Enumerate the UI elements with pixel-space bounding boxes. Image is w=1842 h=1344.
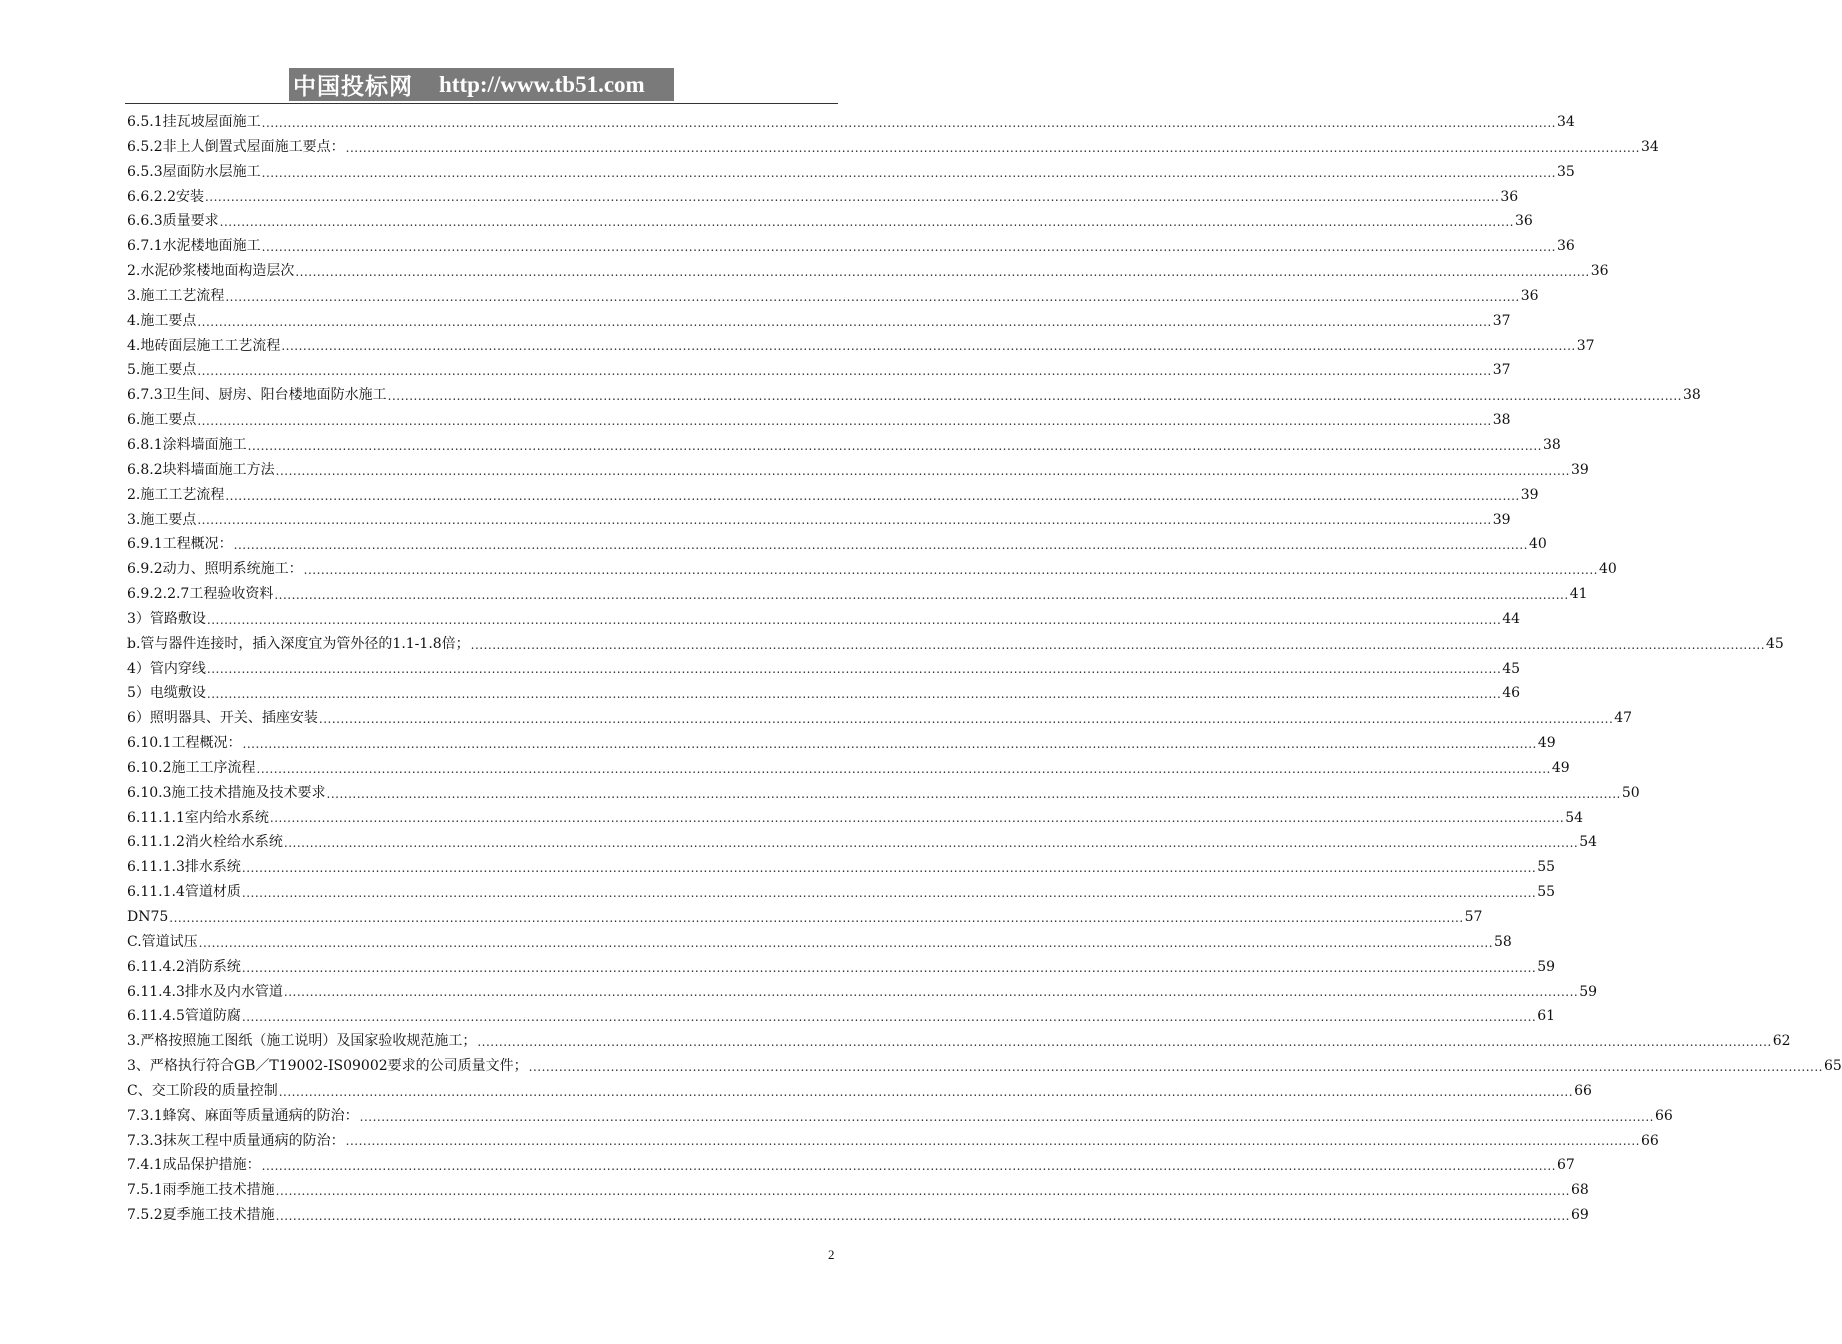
toc-leader-dots: ............................................................................................................................................................................................................................................................................................................ bbox=[169, 910, 1464, 925]
toc-entry[interactable] bbox=[127, 582, 1588, 607]
toc-entry-page: 44 bbox=[1502, 610, 1521, 627]
toc-entry-page: 55 bbox=[1537, 884, 1556, 901]
toc-entry[interactable] bbox=[127, 855, 1556, 880]
toc-entry-page: 45 bbox=[1502, 660, 1521, 677]
toc-entry-page: 46 bbox=[1502, 685, 1521, 702]
toc-entry-label: 6.11.4.2消防系统 bbox=[127, 958, 241, 975]
toc-entry[interactable] bbox=[127, 358, 1511, 383]
toc-leader-dots: ............................................................................................................................................................................................................................................................................................................ bbox=[318, 712, 1614, 727]
toc-entry-page: 36 bbox=[1514, 213, 1533, 230]
toc-leader-dots: ............................................................................................................................................................................................................................................................................................................ bbox=[198, 935, 1494, 950]
toc-leader-dots: ............................................................................................................................................................................................................................................................................................................ bbox=[470, 637, 1766, 652]
toc-entry[interactable] bbox=[127, 806, 1584, 831]
toc-entry[interactable] bbox=[127, 607, 1521, 632]
toc-entry[interactable] bbox=[127, 905, 1483, 930]
toc-entry[interactable] bbox=[127, 508, 1511, 533]
toc-entry-page: 62 bbox=[1772, 1033, 1791, 1050]
toc-entry[interactable] bbox=[127, 1029, 1791, 1054]
toc-leader-dots: ............................................................................................................................................................................................................................................................................................................ bbox=[345, 1134, 1640, 1149]
toc-entry[interactable] bbox=[127, 234, 1575, 259]
toc-entry-label: 6.9.2.2.7工程验收资料 bbox=[127, 586, 274, 603]
toc-leader-dots: ............................................................................................................................................................................................................................................................................................................ bbox=[241, 886, 1537, 900]
toc-leader-dots: ............................................................................................................................................................................................................................................................................................................ bbox=[281, 339, 1576, 354]
toc-entry[interactable] bbox=[127, 731, 1556, 756]
toc-leader-dots: ............................................................................................................................................................................................................................................................................................................ bbox=[477, 1035, 1772, 1050]
toc-entry-label: 6.10.1工程概况： bbox=[127, 735, 242, 752]
toc-entry-page: 35 bbox=[1556, 163, 1575, 180]
toc-entry-label: C.管道试压 bbox=[127, 933, 198, 950]
toc-leader-dots: ............................................................................................................................................................................................................................................................................................................ bbox=[283, 985, 1579, 1000]
toc-entry-label: 7.3.1蜂窝、麻面等质量通病的防治： bbox=[127, 1107, 359, 1124]
toc-entry[interactable] bbox=[127, 1054, 1842, 1079]
toc-entry-page: 59 bbox=[1537, 958, 1556, 975]
toc-entry[interactable] bbox=[127, 532, 1547, 557]
toc-entry-label: 2.施工工艺流程 bbox=[127, 486, 225, 503]
toc-entry-label: 5.施工要点 bbox=[127, 362, 197, 379]
toc-entry-label: 2.水泥砂浆楼地面构造层次 bbox=[127, 263, 295, 280]
toc-entry-page: 61 bbox=[1537, 1008, 1556, 1025]
toc-entry-label: 6.11.4.5管道防腐 bbox=[127, 1008, 241, 1025]
toc-entry[interactable] bbox=[127, 830, 1598, 855]
toc-entry-page: 34 bbox=[1640, 138, 1659, 155]
toc-leader-dots: ............................................................................................................................................................................................................................................................................................................ bbox=[206, 662, 1502, 677]
toc-leader-dots: ............................................................................................................................................................................................................................................................................................................ bbox=[225, 488, 1520, 503]
toc-entry-page: 45 bbox=[1766, 635, 1784, 652]
toc-entry-label: 6.9.1工程概况： bbox=[127, 536, 233, 553]
toc-entry-label: 6.11.1.2消火栓给水系统 bbox=[127, 834, 283, 851]
toc-leader-dots: ............................................................................................................................................................................................................................................................................................................ bbox=[528, 1059, 1823, 1074]
toc-leader-dots: ............................................................................................................................................................................................................................................................................................................ bbox=[225, 289, 1520, 304]
toc-entry-label: 3.施工要点 bbox=[127, 511, 197, 528]
toc-entry-label: 3.严格按照施工图纸（施工说明）及国家验收规范施工； bbox=[127, 1033, 477, 1050]
toc-entry[interactable] bbox=[127, 1129, 1659, 1154]
toc-entry-page: 65 bbox=[1823, 1058, 1842, 1075]
toc-entry-page: 55 bbox=[1537, 859, 1556, 876]
toc-leader-dots: ............................................................................................................................................................................................................................................................................................................ bbox=[204, 190, 1500, 205]
toc-entry[interactable] bbox=[127, 681, 1521, 706]
toc-leader-dots: ............................................................................................................................................................................................................................................................................................................ bbox=[387, 389, 1682, 404]
toc-entry-page: 66 bbox=[1640, 1132, 1659, 1149]
toc-entry-label: 6.6.3质量要求 bbox=[127, 213, 219, 230]
toc-leader-dots: ............................................................................................................................................................................................................................................................................................................ bbox=[219, 215, 1514, 230]
toc-leader-dots: ............................................................................................................................................................................................................................................................................................................ bbox=[206, 687, 1502, 702]
toc-entry-page: 38 bbox=[1682, 387, 1701, 404]
toc-leader-dots: ............................................................................................................................................................................................................................................................................................................ bbox=[256, 761, 1551, 776]
toc-entry[interactable] bbox=[127, 1153, 1575, 1178]
site-banner bbox=[289, 68, 674, 101]
toc-entry[interactable] bbox=[127, 433, 1561, 458]
toc-leader-dots: ............................................................................................................................................................................................................................................................................................................ bbox=[295, 264, 1590, 279]
toc-leader-dots: ............................................................................................................................................................................................................................................................................................................ bbox=[275, 1184, 1570, 1199]
toc-entry[interactable] bbox=[127, 160, 1575, 185]
toc-entry-page: 40 bbox=[1598, 561, 1617, 578]
toc-entry-page: 37 bbox=[1492, 312, 1511, 329]
toc-entry[interactable] bbox=[127, 334, 1595, 359]
toc-leader-dots: ............................................................................................................................................................................................................................................................................................................ bbox=[274, 587, 1569, 602]
toc-entry-page: 38 bbox=[1492, 412, 1511, 429]
toc-entry-page: 67 bbox=[1556, 1157, 1575, 1174]
toc-leader-dots: ............................................................................................................................................................................................................................................................................................................ bbox=[233, 538, 1528, 553]
toc-entry-label: 3）管路敷设 bbox=[127, 610, 206, 627]
toc-entry[interactable] bbox=[127, 1079, 1592, 1104]
toc-entry[interactable] bbox=[127, 781, 1640, 806]
toc-entry[interactable] bbox=[127, 632, 1784, 657]
toc-entry-page: 41 bbox=[1569, 586, 1588, 603]
toc-entry-label: 5）电缆敷设 bbox=[127, 685, 206, 702]
toc-leader-dots: ............................................................................................................................................................................................................................................................................................................ bbox=[278, 1084, 1574, 1099]
toc-leader-dots: ............................................................................................................................................................................................................................................................................................................ bbox=[326, 786, 1621, 801]
toc-entry-page: 49 bbox=[1551, 759, 1570, 776]
page-number: 2 bbox=[828, 1247, 835, 1262]
toc-entry-page: 37 bbox=[1576, 337, 1595, 354]
toc-entry[interactable] bbox=[127, 1104, 1673, 1129]
toc-leader-dots: ............................................................................................................................................................................................................................................................................................................ bbox=[261, 115, 1556, 130]
toc-entry-label: b.管与器件连接时，插入深度宜为管外径的1.1-1.8倍； bbox=[127, 635, 470, 652]
toc-entry-label: 6.施工要点 bbox=[127, 412, 197, 429]
toc-leader-dots: ............................................................................................................................................................................................................................................................................................................ bbox=[283, 836, 1579, 851]
toc-entry-page: 38 bbox=[1542, 436, 1561, 453]
toc-entry[interactable] bbox=[127, 880, 1556, 905]
toc-entry-label: 4）管内穿线 bbox=[127, 660, 206, 677]
toc-entry[interactable] bbox=[127, 557, 1617, 582]
toc-entry[interactable] bbox=[127, 185, 1519, 210]
toc-entry-page: 47 bbox=[1614, 710, 1633, 727]
toc-entry-page: 59 bbox=[1579, 983, 1598, 1000]
toc-leader-dots: ............................................................................................................................................................................................................................................................................................................ bbox=[197, 513, 1492, 528]
toc-entry-page: 36 bbox=[1500, 188, 1519, 205]
toc-leader-dots: ............................................................................................................................................................................................................................................................................................................ bbox=[261, 1159, 1556, 1174]
toc-entry-label: 6.11.1.3排水系统 bbox=[127, 859, 241, 876]
toc-entry-label: 6.11.4.3排水及内水管道 bbox=[127, 983, 283, 1000]
toc-entry-page: 49 bbox=[1537, 735, 1556, 752]
toc-entry-label: 6.11.1.4管道材质 bbox=[127, 884, 241, 901]
toc-entry[interactable] bbox=[127, 458, 1589, 483]
toc-entry[interactable] bbox=[127, 135, 1659, 160]
toc-entry-label: 6.10.3施工技术措施及技术要求 bbox=[127, 784, 326, 801]
toc-entry-page: 58 bbox=[1494, 933, 1512, 950]
toc-entry[interactable] bbox=[127, 1004, 1556, 1029]
toc-leader-dots: ............................................................................................................................................................................................................................................................................................................ bbox=[206, 612, 1502, 627]
toc-entry-label: 3、严格执行符合GB／T19002-IS09002要求的公司质量文件； bbox=[127, 1058, 528, 1075]
toc-entry-page: 66 bbox=[1574, 1082, 1592, 1099]
toc-leader-dots: ............................................................................................................................................................................................................................................................................................................ bbox=[261, 240, 1556, 255]
header-divider bbox=[125, 103, 838, 104]
toc-entry[interactable] bbox=[127, 209, 1533, 234]
toc-entry[interactable] bbox=[127, 1178, 1589, 1203]
toc-entry-page: 50 bbox=[1621, 784, 1640, 801]
toc-entry-page: 34 bbox=[1556, 114, 1575, 130]
toc-entry-page: 40 bbox=[1528, 536, 1547, 553]
toc-entry-label: 6.6.2.2安装 bbox=[127, 188, 204, 205]
toc-entry-page: 37 bbox=[1492, 362, 1511, 379]
toc-entry-label: 6.7.3卫生间、厨房、阳台楼地面防水施工 bbox=[127, 387, 387, 404]
toc-entry[interactable] bbox=[127, 955, 1556, 980]
toc-entry-page: 66 bbox=[1654, 1107, 1673, 1124]
toc-entry-label: 6.5.1挂瓦坡屋面施工 bbox=[127, 114, 261, 130]
toc-entry-label: 7.3.3抹灰工程中质量通病的防治： bbox=[127, 1132, 345, 1149]
toc-entry[interactable] bbox=[127, 383, 1701, 408]
toc-entry-label: 6.11.1.1室内给水系统 bbox=[127, 809, 269, 826]
toc-leader-dots: ............................................................................................................................................................................................................................................................................................................ bbox=[303, 563, 1598, 578]
toc-entry-page: 36 bbox=[1590, 263, 1609, 280]
toc-entry-label: 6.5.3屋面防水层施工 bbox=[127, 163, 261, 180]
toc-leader-dots: ............................................................................................................................................................................................................................................................................................................ bbox=[275, 1208, 1570, 1223]
toc-entry-label: 4.施工要点 bbox=[127, 312, 197, 329]
toc-entry-label: 7.5.2夏季施工技术措施 bbox=[127, 1207, 275, 1224]
toc-leader-dots: ............................................................................................................................................................................................................................................................................................................ bbox=[241, 960, 1537, 975]
toc-entry[interactable] bbox=[127, 980, 1598, 1005]
toc-leader-dots: ............................................................................................................................................................................................................................................................................................................ bbox=[241, 1010, 1537, 1025]
toc-entry[interactable] bbox=[127, 706, 1633, 731]
toc-entry[interactable] bbox=[127, 110, 1575, 135]
toc-leader-dots: ............................................................................................................................................................................................................................................................................................................ bbox=[247, 438, 1542, 453]
toc-entry[interactable] bbox=[127, 657, 1521, 682]
toc-entry-label: 6.5.2非上人倒置式屋面施工要点： bbox=[127, 138, 345, 155]
toc-entry-page: 39 bbox=[1520, 486, 1539, 503]
toc-entry-page: 69 bbox=[1570, 1207, 1589, 1224]
toc-entry-label: 6.7.1水泥楼地面施工 bbox=[127, 238, 261, 255]
toc-leader-dots: ............................................................................................................................................................................................................................................................................................................ bbox=[197, 413, 1492, 428]
toc-leader-dots: ............................................................................................................................................................................................................................................................................................................ bbox=[241, 861, 1537, 876]
toc-entry-page: 36 bbox=[1556, 238, 1575, 255]
toc-leader-dots: ............................................................................................................................................................................................................................................................................................................ bbox=[275, 463, 1570, 478]
toc-entry-page: 54 bbox=[1579, 834, 1598, 851]
toc-entry[interactable] bbox=[127, 1203, 1589, 1228]
toc-leader-dots: ............................................................................................................................................................................................................................................................................................................ bbox=[242, 736, 1537, 751]
toc-entry-page: 39 bbox=[1570, 461, 1589, 478]
toc-entry[interactable] bbox=[127, 259, 1609, 284]
toc-entry[interactable] bbox=[127, 309, 1511, 334]
toc-entry[interactable] bbox=[127, 408, 1511, 433]
toc-entry[interactable] bbox=[127, 756, 1570, 781]
toc-entry-page: 57 bbox=[1464, 909, 1483, 925]
table-of-contents bbox=[127, 110, 1842, 1228]
toc-entry-page: 54 bbox=[1565, 809, 1584, 826]
toc-entry[interactable] bbox=[127, 483, 1539, 508]
site-url-link[interactable]: http://www.tb51.com bbox=[439, 71, 645, 97]
toc-entry[interactable] bbox=[127, 930, 1512, 955]
toc-entry-label: 7.5.1雨季施工技术措施 bbox=[127, 1182, 275, 1199]
toc-entry-label: 6）照明器具、开关、插座安装 bbox=[127, 710, 318, 727]
toc-entry-label: C、交工阶段的质量控制 bbox=[127, 1082, 278, 1099]
toc-entry-label: 4.地砖面层施工工艺流程 bbox=[127, 337, 281, 354]
toc-entry-label: 6.8.2块料墙面施工方法 bbox=[127, 461, 275, 478]
toc-entry-label: DN75 bbox=[127, 909, 169, 925]
toc-entry-label: 6.8.1涂料墙面施工 bbox=[127, 436, 247, 453]
toc-leader-dots: ............................................................................................................................................................................................................................................................................................................ bbox=[197, 314, 1492, 329]
toc-entry-page: 36 bbox=[1520, 287, 1539, 304]
toc-leader-dots: ............................................................................................................................................................................................................................................................................................................ bbox=[359, 1109, 1654, 1124]
toc-entry-label: 6.9.2动力、照明系统施工： bbox=[127, 561, 303, 578]
site-name: 中国投标网 bbox=[293, 74, 413, 100]
toc-leader-dots: ............................................................................................................................................................................................................................................................................................................ bbox=[269, 811, 1565, 826]
toc-leader-dots: ............................................................................................................................................................................................................................................................................................................ bbox=[345, 140, 1640, 155]
toc-entry-label: 3.施工工艺流程 bbox=[127, 287, 225, 304]
toc-entry-page: 39 bbox=[1492, 511, 1511, 528]
toc-entry-page: 68 bbox=[1570, 1182, 1589, 1199]
toc-entry-label: 6.10.2施工工序流程 bbox=[127, 759, 256, 776]
toc-leader-dots: ............................................................................................................................................................................................................................................................................................................ bbox=[261, 165, 1556, 180]
toc-leader-dots: ............................................................................................................................................................................................................................................................................................................ bbox=[197, 364, 1492, 379]
toc-entry-label: 7.4.1成品保护措施： bbox=[127, 1157, 261, 1174]
toc-entry[interactable] bbox=[127, 284, 1539, 309]
